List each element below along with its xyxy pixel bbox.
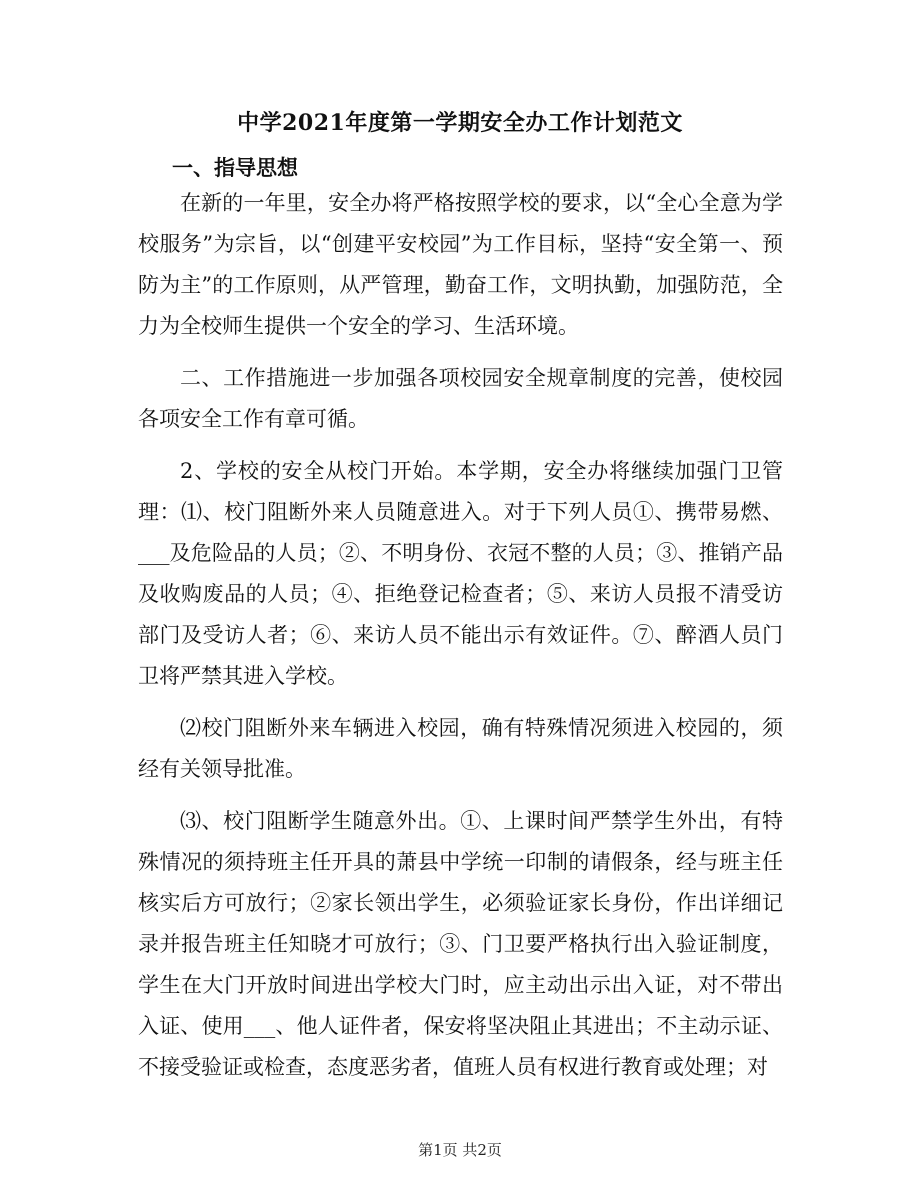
paragraph-vehicle-control: ⑵校门阻断外来车辆进入校园，确有特殊情况须进入校园的，须经有关领导批准。 <box>138 716 783 781</box>
paragraph-gate-management: 2、学校的安全从校门开始。本学期，安全办将继续加强门卫管理：⑴、校门阻断外来人员随意进入。对于下列人员①、携带易燃、___及危险品的人员；②、不明身份、衣冠不整的人员；③、推销产品及收购废品的人员；④、拒绝登记检查者；⑤、来访人员报不清受访部门及受访人者；⑥、来访人员不能出示有效证件。⑦、醉酒人员门卫将严禁其进入学校。 <box>138 459 783 688</box>
paragraph-student-exit-control: ⑶、校门阻断学生随意外出。①、上课时间严禁学生外出，有特殊情况的须持班主任开具的萧县中学统一印制的请假条，经与班主任核实后方可放行；②家长领出学生，必须验证家长身份，作出详细记录并报告班主任知晓才可放行；③、门卫要严格执行出入验证制度，学生在大门开放时间进出学校大门时，应主动出示出入证，对不带出入证、使用___、他人证件者，保安将坚决阻止其进出；不主动示证、不接受验证或检查，态度恶劣者，值班人员有权进行教育或处理；对 <box>138 809 783 1079</box>
paragraph-guiding-thought: 在新的一年里，安全办将严格按照学校的要求，以“全心全意为学校服务”为宗旨，以“创建平安校园”为工作目标，坚持“安全第一、预防为主”的工作原则，从严管理，勤奋工作，文明执勤，加强防范，全力为全校师生提供一个安全的学习、生活环境。 <box>138 191 783 338</box>
document-body <box>138 183 783 1099</box>
paragraph-work-measures: 二、工作措施进一步加强各项校园安全规章制度的完善，使校园各项安全工作有章可循。 <box>138 366 783 431</box>
page-number-footer: 第1页 共2页 <box>418 1141 502 1159</box>
document-title: 中学2021年度第一学期安全办工作计划范文 <box>237 110 683 136</box>
section-heading: 一、指导思想 <box>172 155 298 180</box>
